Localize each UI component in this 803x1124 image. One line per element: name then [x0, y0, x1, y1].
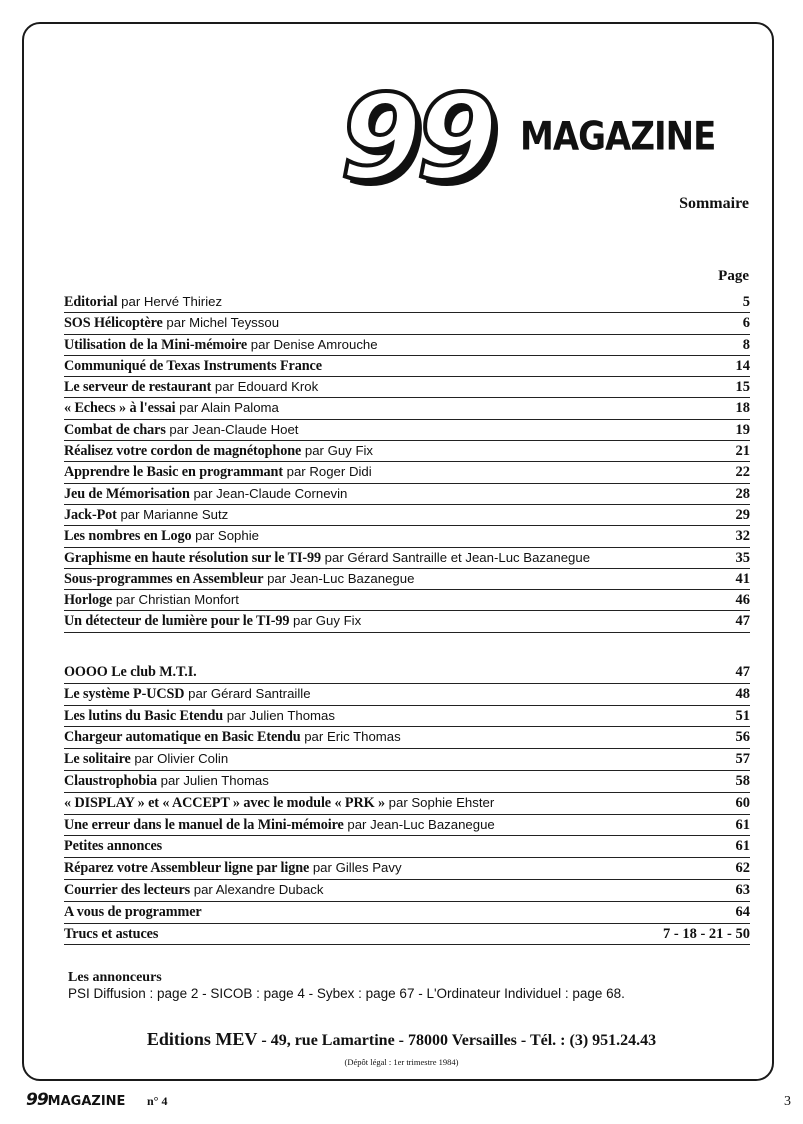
toc-page: 61	[735, 816, 750, 833]
toc-title: Horloge	[64, 592, 113, 609]
toc-row	[64, 836, 750, 858]
toc-page: 56	[735, 729, 750, 746]
magazine-logo	[340, 68, 760, 208]
toc-row	[64, 662, 750, 684]
toc-page: 15	[735, 379, 750, 396]
toc-row	[64, 771, 750, 793]
toc-title: Claustrophobia	[64, 772, 157, 789]
toc-row	[64, 569, 750, 590]
toc-title: Une erreur dans le manuel de la Mini-mémoire	[64, 816, 344, 833]
toc-page: 47	[735, 664, 750, 680]
toc-page: 57	[735, 751, 750, 768]
toc-title: Chargeur automatique en Basic Etendu	[64, 729, 301, 746]
annonceurs-text: PSI Diffusion : page 2 - SICOB : page 4 - Sybex : page 67 - L'Ordinateur Individuel : page 68.	[68, 986, 625, 1001]
toc-page: 18	[735, 400, 750, 417]
publisher-address: - 49, rue Lamartine - 78000 Versailles - Tél. : (3) 951.24.43	[257, 1032, 657, 1049]
toc-row	[64, 548, 750, 569]
toc-row	[64, 462, 750, 483]
toc-row	[64, 749, 750, 771]
toc-page: 22	[735, 464, 750, 481]
toc-row	[64, 398, 750, 419]
toc-author: par Jean-Claude Cornevin	[189, 485, 348, 501]
toc-row	[64, 793, 750, 815]
toc-page: 63	[735, 881, 750, 898]
publisher-line	[0, 1029, 803, 1050]
toc-page: 62	[735, 860, 750, 877]
toc-page: 14	[735, 357, 750, 374]
toc-author: par Roger Didi	[282, 464, 372, 480]
toc-title: Réparez votre Assembleur ligne par ligne	[64, 860, 310, 877]
toc-author: par Alain Paloma	[175, 400, 279, 416]
toc-row	[64, 356, 750, 377]
toc-title: Jack-Pot	[64, 506, 117, 523]
toc-title: Combat de chars	[64, 421, 166, 438]
toc-row	[64, 313, 750, 334]
footer-logo-word: MAGAZINE	[47, 1094, 126, 1109]
toc-author: par Gérard Santraille et Jean-Luc Bazanegue	[320, 549, 591, 565]
toc-title: Les nombres en Logo	[64, 528, 192, 545]
page-column-heading: Page	[718, 268, 749, 284]
toc-row	[64, 706, 750, 728]
toc-author: par Denise Amrouche	[247, 336, 378, 352]
logo-word: MAGAZINE	[520, 114, 716, 160]
sommaire-heading: Sommaire	[679, 195, 749, 212]
toc-title: Le serveur de restaurant	[64, 379, 212, 396]
toc-row	[64, 420, 750, 441]
toc-author: par Olivier Colin	[130, 751, 229, 767]
toc-page: 46	[735, 592, 750, 609]
toc-author: par Hervé Thiriez	[117, 294, 223, 309]
toc-author: par Sophie	[191, 528, 259, 544]
toc-author: par Gérard Santraille	[184, 685, 311, 701]
toc-title: « Echecs » à l'essai	[64, 400, 176, 417]
toc-title: Apprendre le Basic en programmant	[64, 464, 283, 481]
toc-page: 29	[735, 506, 750, 523]
toc-title: SOS Hélicoptère	[64, 315, 163, 332]
toc-row	[64, 611, 750, 632]
toc-title: Jeu de Mémorisation	[64, 485, 190, 502]
footer-logo	[26, 1090, 125, 1110]
toc-author: par Julien Thomas	[156, 772, 269, 788]
toc-author: par Guy Fix	[301, 443, 374, 459]
toc-title: Petites annonces	[64, 838, 163, 855]
toc-page: 47	[735, 613, 750, 630]
toc-page: 21	[735, 443, 750, 460]
toc-page: 64	[735, 903, 750, 920]
toc-title: A vous de programmer	[64, 903, 202, 920]
table-of-contents-part2	[64, 662, 750, 945]
toc-row	[64, 377, 750, 398]
toc-page: 58	[735, 772, 750, 789]
toc-row	[64, 727, 750, 749]
toc-author: par Alexandre Duback	[190, 881, 324, 897]
toc-page: 35	[735, 549, 750, 566]
toc-title: « DISPLAY » et « ACCEPT » avec le module « PRK »	[64, 794, 385, 811]
toc-page: 28	[735, 485, 750, 502]
toc-author: par Guy Fix	[289, 613, 362, 629]
toc-row	[64, 441, 750, 462]
toc-page: 8	[742, 336, 750, 353]
toc-author: par Gilles Pavy	[309, 860, 402, 876]
toc-page: 41	[735, 570, 750, 587]
toc-row	[64, 924, 750, 946]
toc-title: Graphisme en haute résolution sur le TI-99	[64, 549, 321, 566]
toc-title: Sous-programmes en Assembleur	[64, 570, 264, 587]
toc-author: par Jean-Claude Hoet	[165, 421, 299, 437]
toc-author: par Marianne Sutz	[116, 506, 229, 522]
toc-title: Un détecteur de lumière pour le TI-99	[64, 613, 290, 630]
toc-page: 51	[735, 707, 750, 724]
toc-row	[64, 484, 750, 505]
toc-row	[64, 590, 750, 611]
toc-title: Le système P-UCSD	[64, 685, 185, 702]
toc-row	[64, 815, 750, 837]
toc-row	[64, 858, 750, 880]
toc-author: par Eric Thomas	[300, 729, 401, 745]
toc-title: Le solitaire	[64, 751, 131, 768]
toc-title: Communiqué de Texas Instruments France	[64, 357, 322, 374]
toc-author: par Julien Thomas	[223, 707, 335, 723]
toc-title: Courrier des lecteurs	[64, 881, 191, 898]
annonceurs-heading: Les annonceurs	[68, 970, 162, 985]
logo-nines: 99	[340, 68, 493, 206]
footer-logo-nines: 99	[26, 1090, 48, 1110]
toc-page: 32	[735, 528, 750, 545]
annonceurs-section	[68, 970, 758, 1002]
issue-number: n° 4	[147, 1094, 168, 1108]
toc-title: Editorial	[64, 294, 118, 310]
toc-row	[64, 526, 750, 547]
toc-author: par Edouard Krok	[211, 379, 319, 395]
toc-title: Réalisez votre cordon de magnétophone	[64, 443, 302, 460]
toc-row	[64, 684, 750, 706]
toc-title: OOOO Le club M.T.I.	[64, 664, 197, 680]
page-number: 3	[784, 1094, 791, 1109]
toc-row	[64, 902, 750, 924]
toc-title: Trucs et astuces	[64, 925, 159, 942]
toc-page: 19	[735, 421, 750, 438]
legal-deposit: (Dépôt légal : 1er trimestre 1984)	[344, 1057, 459, 1067]
toc-title: Les lutins du Basic Etendu	[64, 707, 224, 724]
toc-row	[64, 505, 750, 526]
toc-row	[64, 292, 750, 313]
toc-page: 60	[735, 794, 750, 811]
toc-page: 48	[735, 685, 750, 702]
toc-author: par Jean-Luc Bazanegue	[343, 816, 495, 832]
table-of-contents-part1	[64, 292, 750, 633]
toc-page: 7 - 18 - 21 - 50	[663, 925, 750, 942]
publisher-name: Editions MEV	[146, 1029, 258, 1049]
toc-page: 6	[742, 315, 750, 332]
toc-author: par Jean-Luc Bazanegue	[263, 570, 415, 586]
toc-page: 61	[735, 838, 750, 855]
toc-page: 5	[742, 294, 750, 310]
toc-author: par Christian Monfort	[112, 592, 239, 608]
toc-author: par Michel Teyssou	[162, 315, 280, 331]
toc-author: par Sophie Ehster	[384, 794, 495, 810]
toc-row	[64, 335, 750, 356]
toc-row	[64, 880, 750, 902]
toc-title: Utilisation de la Mini-mémoire	[64, 336, 248, 353]
